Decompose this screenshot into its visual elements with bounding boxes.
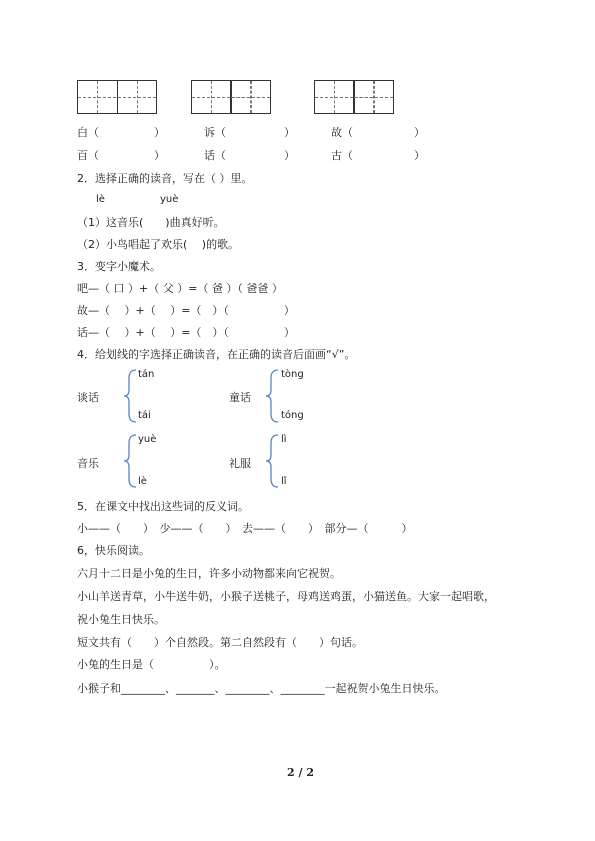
q6-question-b: 小兔的生日是（ ）。 xyxy=(77,658,226,671)
q4-item2-top: tòng xyxy=(281,369,304,380)
brace-4 xyxy=(264,433,280,489)
q4-item1-bottom: tái xyxy=(138,410,151,421)
q2-pinyin-yue: yuè xyxy=(160,194,179,205)
q2-line-2: （2）小鸟唱起了欢乐( )的歌。 xyxy=(77,238,240,251)
brace-2 xyxy=(264,368,280,424)
q4-item4-word: 礼服 xyxy=(229,457,251,470)
q1-row1-close3: ） xyxy=(414,126,425,139)
q1-row2-word2: 话（ xyxy=(204,149,226,162)
q3-line-1: 吧—（ 口 ）+（ 父 ）=（ 爸 ）（ 爸爸 ） xyxy=(77,282,283,295)
q2-line-1: （1）这音乐( )曲真好听。 xyxy=(77,216,225,229)
q4-item3-top: yuè xyxy=(138,434,157,445)
q4-item3-bottom: lè xyxy=(138,476,147,487)
q1-row1-word2: 诉（ xyxy=(204,126,226,139)
q6-paragraph-2a: 小山羊送青草，小牛送牛奶，小猴子送桃子，母鸡送鸡蛋，小猫送鱼。大家一起唱歌， xyxy=(77,590,495,603)
q4-title: 4．给划线的字选择正确读音，在正确的读音后面画“√”。 xyxy=(77,348,356,361)
brace-3 xyxy=(122,433,138,489)
writing-grid-3b xyxy=(353,80,394,114)
q3-title: 3．变字小魔术。 xyxy=(77,260,161,273)
q6-question-a: 短文共有（ ）个自然段。第二自然段有（ ）句话。 xyxy=(77,636,363,649)
q6-paragraph-2b: 祝小兔生日快乐。 xyxy=(77,613,165,626)
q3-line-3: 话—（ ）+（ ）=（ ）（ ） xyxy=(77,326,295,339)
brace-1 xyxy=(122,368,138,424)
q6-question-c: 小猴子和________、_______、________、________一起祝贺小兔生日快乐。 xyxy=(77,682,446,695)
q1-row2-close2: ） xyxy=(284,149,295,162)
q2-pinyin-le: lè xyxy=(96,194,105,205)
q3-line-2: 故—（ ）+（ ）=（ ）（ ） xyxy=(77,304,295,317)
q1-row2-close3: ） xyxy=(414,149,425,162)
q4-item2-bottom: tóng xyxy=(281,410,304,421)
q1-row1-word1: 白（ xyxy=(77,126,99,139)
q6-title: 6，快乐阅读。 xyxy=(77,544,150,557)
q1-row1-close1: ） xyxy=(154,126,165,139)
page-number: 2 / 2 xyxy=(287,766,314,779)
q2-title: 2．选择正确的读音，写在（ ）里。 xyxy=(77,172,253,185)
q1-row2-close1: ） xyxy=(154,149,165,162)
q5-line: 小——（ ） 少——（ ） 去——（ ） 部分—（ ） xyxy=(77,522,413,535)
writing-grid-2b xyxy=(230,80,271,114)
q1-row1-close2: ） xyxy=(284,126,295,139)
q4-item2-word: 童话 xyxy=(229,391,251,404)
q5-title: 5．在课文中找出这些词的反义词。 xyxy=(77,500,249,513)
q4-item1-word: 谈话 xyxy=(77,391,99,404)
q1-row2-word3: 古（ xyxy=(331,149,353,162)
q4-item1-top: tán xyxy=(138,369,155,380)
q1-row1-word3: 故（ xyxy=(331,126,353,139)
q1-row2-word1: 百（ xyxy=(77,149,99,162)
q4-item4-top: lì xyxy=(281,434,287,445)
q4-item3-word: 音乐 xyxy=(77,457,99,470)
q6-paragraph-1: 六月十二日是小兔的生日，许多小动物都来向它祝贺。 xyxy=(77,567,341,580)
writing-grid-1 xyxy=(77,80,157,114)
q4-item4-bottom: lǐ xyxy=(281,476,287,487)
